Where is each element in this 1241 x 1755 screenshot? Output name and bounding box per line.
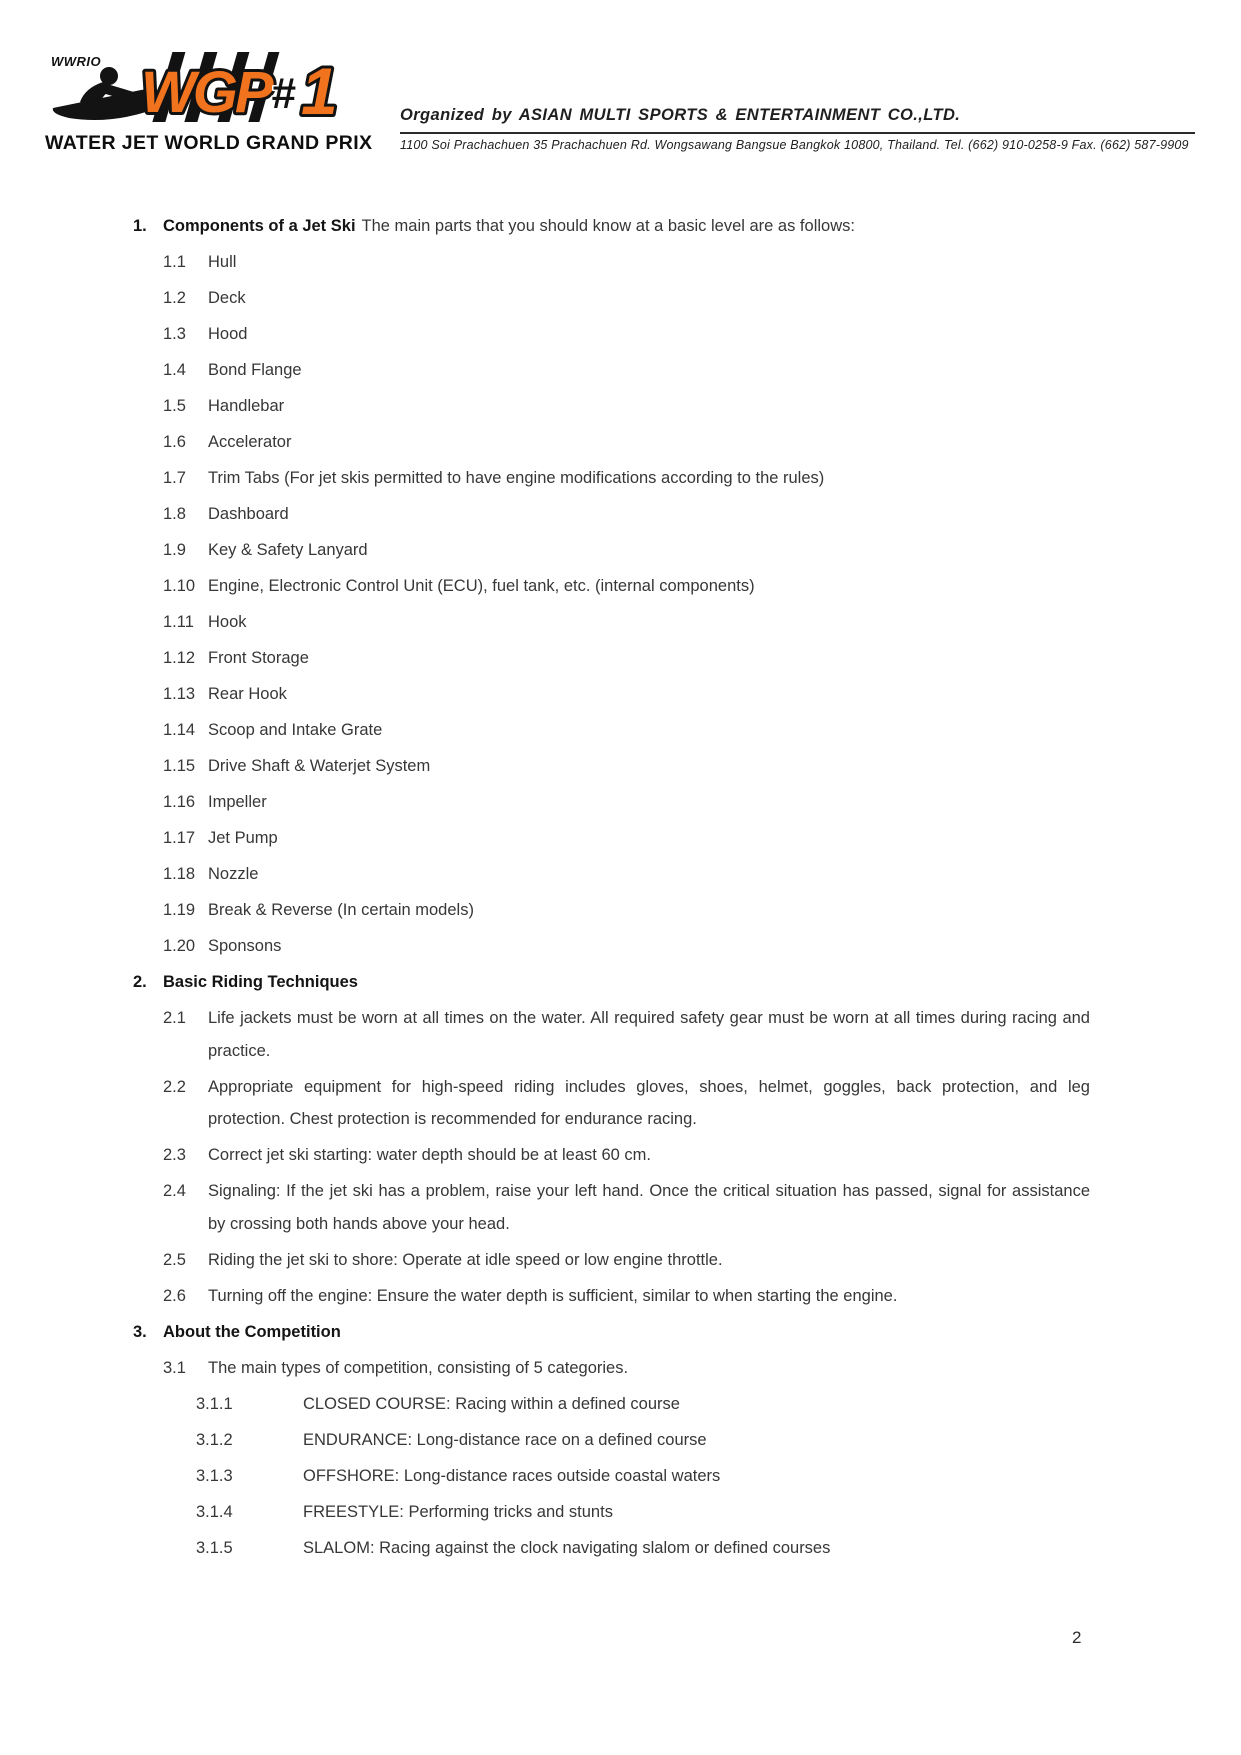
item-text: Signaling: If the jet ski has a problem, raise your left hand. Once the critical situation has passed, signal for assistance by crossing both hands above your head. <box>208 1182 1090 1233</box>
list-item <box>163 678 1090 711</box>
section-heading-2 <box>133 966 1090 999</box>
item-number: 1.13 <box>163 685 196 703</box>
item-number: 2.5 <box>163 1250 186 1269</box>
item-text: Turning off the engine: Ensure the water depth is sufficient, similar to when starting the engine. <box>208 1286 898 1305</box>
item-number: 2.6 <box>163 1286 186 1305</box>
item-number: 2.2 <box>163 1077 186 1096</box>
logo-wgp-text: WGP <box>141 60 271 125</box>
list-item <box>163 750 1090 783</box>
item-number: 3.1.2 <box>196 1430 233 1449</box>
logo-one-text: 1 <box>301 54 338 126</box>
item-text: The main types of competition, consisting of 5 categories. <box>208 1358 629 1377</box>
list-item <box>163 1280 1090 1313</box>
item-text: ENDURANCE: Long-distance race on a defined course <box>303 1430 707 1449</box>
section-intro: The main parts that you should know at a basic level are as follows: <box>361 217 855 235</box>
item-number: 2.4 <box>163 1182 186 1200</box>
item-number: 1.4 <box>163 361 186 379</box>
item-number: 2.3 <box>163 1146 186 1164</box>
item-number: 1.12 <box>163 649 196 667</box>
item-text: Handlebar <box>208 397 285 415</box>
list-item <box>163 822 1090 855</box>
item-text: FREESTYLE: Performing tricks and stunts <box>303 1502 613 1521</box>
item-number: 1.16 <box>163 793 196 811</box>
list-subitem <box>196 1460 1090 1493</box>
item-number: 1.15 <box>163 757 196 775</box>
list-item <box>163 1071 1090 1136</box>
item-text: Trim Tabs (For jet skis permitted to have engine modifications according to the rules) <box>208 469 825 487</box>
item-number: 1.7 <box>163 469 186 487</box>
item-text: Riding the jet ski to shore: Operate at idle speed or low engine throttle. <box>208 1250 723 1269</box>
section-number: 1. <box>133 217 147 235</box>
list-item <box>163 354 1090 387</box>
item-text: Key & Safety Lanyard <box>208 541 368 559</box>
list-item <box>163 606 1090 639</box>
section-heading-1 <box>133 210 1090 243</box>
item-number: 1.11 <box>163 613 194 631</box>
list-item <box>163 498 1090 531</box>
item-text: Dashboard <box>208 505 289 523</box>
item-number: 1.10 <box>163 577 196 595</box>
list-item <box>163 1175 1090 1240</box>
item-text: Deck <box>208 289 246 307</box>
item-number: 3.1.1 <box>196 1394 233 1413</box>
list-item <box>163 390 1090 423</box>
list-item <box>163 714 1090 747</box>
item-text: Rear Hook <box>208 685 287 703</box>
item-number: 1.5 <box>163 397 186 415</box>
list-item <box>163 318 1090 351</box>
organizer-block <box>400 106 1195 152</box>
item-text: Drive Shaft & Waterjet System <box>208 757 431 775</box>
section-heading-3 <box>133 1316 1090 1349</box>
item-number: 1.6 <box>163 433 186 451</box>
item-number: 1.20 <box>163 937 196 955</box>
item-number: 1.19 <box>163 901 196 919</box>
item-text: Break & Reverse (In certain models) <box>208 901 474 919</box>
logo-hash-text: # <box>271 69 296 118</box>
item-text: SLALOM: Racing against the clock navigating slalom or defined courses <box>303 1538 831 1557</box>
list-subitem <box>196 1532 1090 1565</box>
item-text: OFFSHORE: Long-distance races outside coastal waters <box>303 1466 721 1485</box>
list-item <box>163 1002 1090 1067</box>
header-rule <box>400 132 1195 134</box>
item-number: 1.2 <box>163 289 186 307</box>
section-number: 3. <box>133 1322 147 1341</box>
list-item <box>163 246 1090 279</box>
item-text: Sponsons <box>208 937 282 955</box>
item-text: Jet Pump <box>208 829 278 847</box>
organizer-line: Organized by ASIAN MULTI SPORTS & ENTERTAINMENT CO.,LTD. <box>400 106 961 124</box>
item-text: Life jackets must be worn at all times on the water. All required safety gear must be worn at all times during racing and practice. <box>208 1009 1090 1060</box>
list-item <box>163 894 1090 927</box>
list-item <box>163 534 1090 567</box>
item-number: 3.1 <box>163 1358 186 1377</box>
item-number: 1.18 <box>163 865 196 883</box>
item-text: Engine, Electronic Control Unit (ECU), fuel tank, etc. (internal components) <box>208 577 755 595</box>
item-number: 1.3 <box>163 325 186 343</box>
item-text: Scoop and Intake Grate <box>208 721 383 739</box>
item-number: 3.1.5 <box>196 1538 233 1557</box>
item-text: Appropriate equipment for high-speed riding includes gloves, shoes, helmet, goggles, back protection, and leg protection. Chest protection is recommended for endurance racing. <box>208 1077 1090 1128</box>
address-line: 1100 Soi Prachachuen 35 Prachachuen Rd. Wongsawang Bangsue Bangkok 10800, Thailand. Tel. (662) 910-0258-9 Fax. (662) 587-9909 <box>400 138 1189 152</box>
list-subitem <box>196 1388 1090 1421</box>
list-item <box>163 786 1090 819</box>
item-text: Accelerator <box>208 433 292 451</box>
list-item <box>163 930 1090 963</box>
list-item <box>163 570 1090 603</box>
section-number: 2. <box>133 973 147 991</box>
item-number: 1.9 <box>163 541 186 559</box>
list-item <box>163 1244 1090 1277</box>
document-body <box>133 210 1090 1568</box>
list-subitem <box>196 1424 1090 1457</box>
item-number: 3.1.4 <box>196 1502 233 1521</box>
item-text: Front Storage <box>208 649 309 667</box>
section-title: Components of a Jet Ski <box>163 217 356 235</box>
wgp-logo-mark <box>45 50 355 126</box>
item-number: 3.1.3 <box>196 1466 233 1485</box>
list-item <box>163 1139 1090 1172</box>
list-item <box>163 462 1090 495</box>
item-number: 1.1 <box>163 253 186 271</box>
logo-subtitle: WATER JET WORLD GRAND PRIX <box>45 132 373 154</box>
item-text: Hull <box>208 253 237 271</box>
page-number: 2 <box>1072 1628 1082 1647</box>
list-item <box>163 426 1090 459</box>
wgp-logo <box>45 50 373 155</box>
item-number: 1.17 <box>163 829 196 847</box>
wwrio-wordmark: WWRIO <box>51 54 102 69</box>
item-text: Bond Flange <box>208 361 302 379</box>
item-text: Hook <box>208 613 247 631</box>
item-text: CLOSED COURSE: Racing within a defined course <box>303 1394 680 1413</box>
list-item <box>163 1352 1090 1385</box>
list-item <box>163 282 1090 315</box>
item-number: 1.14 <box>163 721 196 739</box>
item-text: Hood <box>208 325 248 343</box>
list-item <box>163 642 1090 675</box>
list-item <box>163 858 1090 891</box>
list-subitem <box>196 1496 1090 1529</box>
item-text: Correct jet ski starting: water depth should be at least 60 cm. <box>208 1146 651 1164</box>
item-number: 1.8 <box>163 505 186 523</box>
item-text: Nozzle <box>208 865 259 883</box>
item-text: Impeller <box>208 793 267 811</box>
section-title: About the Competition <box>163 1322 341 1341</box>
section-title: Basic Riding Techniques <box>163 973 358 991</box>
item-number: 2.1 <box>163 1009 186 1027</box>
